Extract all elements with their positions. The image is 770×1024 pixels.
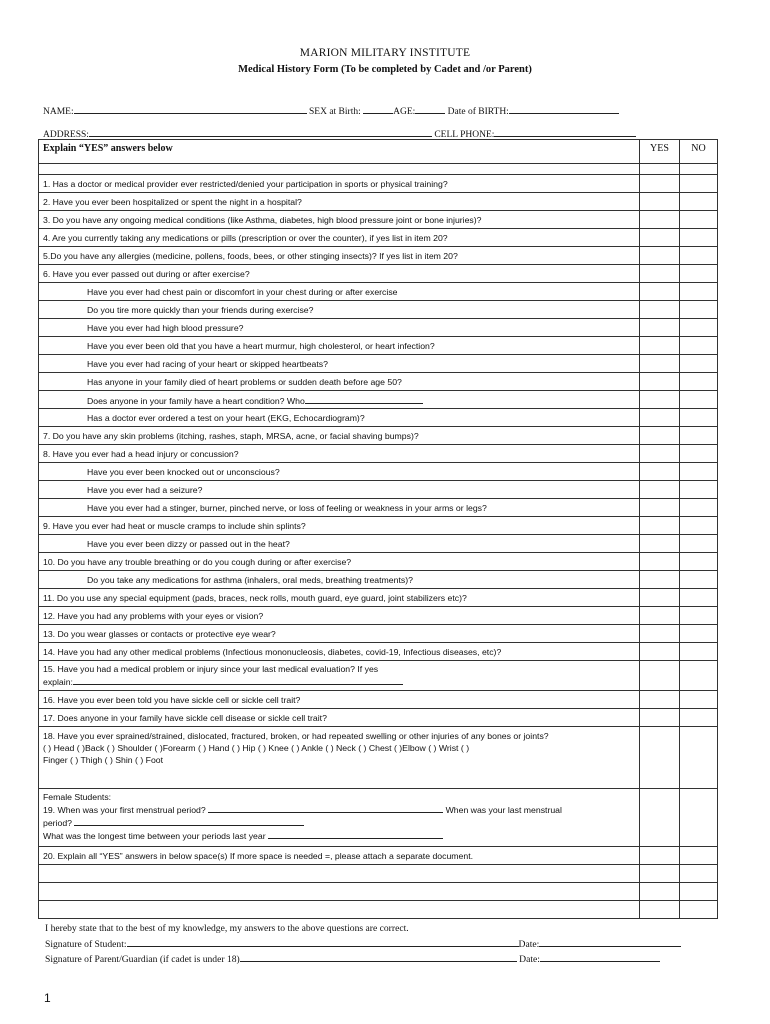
question-6d: Have you ever been old that you have a heart murmur, high cholesterol, or heart infection?: [39, 337, 640, 355]
no-box[interactable]: [680, 535, 718, 553]
yes-box[interactable]: [640, 625, 680, 643]
no-box[interactable]: [680, 409, 718, 427]
question-6b: Do you tire more quickly than your friends during exercise?: [39, 301, 640, 319]
spacer-cell: [39, 164, 640, 175]
no-box[interactable]: [680, 193, 718, 211]
no-box[interactable]: [680, 175, 718, 193]
yes-box[interactable]: [640, 463, 680, 481]
yes-box[interactable]: [640, 499, 680, 517]
medical-history-table: [38, 139, 718, 919]
no-box[interactable]: [680, 337, 718, 355]
yes-box[interactable]: [640, 391, 680, 409]
body-part-options[interactable]: ( ) Head ( )Back ( ) Shoulder ( )Forearm ( ) Hand ( ) Hip ( ) Knee ( ) Ankle ( ) Neck ( ) Chest ( )Elbow ( ) Wrist ( ): [43, 743, 470, 753]
yes-box[interactable]: [640, 193, 680, 211]
parent-date-field[interactable]: [540, 952, 660, 962]
form-subtitle: Medical History Form (To be completed by Cadet and /or Parent): [238, 64, 532, 75]
question-6f: Has anyone in your family died of heart problems or sudden death before age 50?: [39, 373, 640, 391]
no-box[interactable]: [680, 427, 718, 445]
explain-label: explain:: [43, 677, 73, 687]
sex-label: SEX at Birth:: [309, 107, 364, 117]
address-label: ADDRESS:: [43, 130, 89, 140]
student-date-field[interactable]: [539, 937, 681, 947]
yes-box[interactable]: [640, 789, 680, 847]
period-label: period?: [43, 818, 72, 828]
no-box[interactable]: [680, 463, 718, 481]
question-6a: Have you ever had chest pain or discomfort in your chest during or after exercise: [39, 283, 640, 301]
question-6: 6. Have you ever passed out during or after exercise?: [39, 265, 640, 283]
question-4: 4. Are you currently taking any medications or pills (prescription or over the counter), if yes list in item 20?: [39, 229, 640, 247]
page-number: 1: [44, 991, 51, 1005]
yes-box[interactable]: [640, 517, 680, 535]
no-box[interactable]: [680, 571, 718, 589]
question-18: [39, 727, 640, 789]
cell-field[interactable]: [494, 127, 636, 137]
no-box[interactable]: [680, 319, 718, 337]
no-box[interactable]: [680, 789, 718, 847]
question-14: 14. Have you had any other medical problems (Infectious mononucleosis, diabetes, covid-19, Infectious diseases, etc)?: [39, 643, 640, 661]
no-box[interactable]: [680, 265, 718, 283]
yes-box[interactable]: [640, 607, 680, 625]
no-box[interactable]: [680, 847, 718, 865]
question-10a: Do you take any medications for asthma (inhalers, oral meds, breathing treatments)?: [39, 571, 640, 589]
who-field[interactable]: [305, 394, 423, 404]
question-8: 8. Have you ever had a head injury or concussion?: [39, 445, 640, 463]
no-box[interactable]: [680, 517, 718, 535]
yes-box[interactable]: [640, 229, 680, 247]
yes-box[interactable]: [640, 709, 680, 727]
yes-box[interactable]: [640, 265, 680, 283]
question-6e: Have you ever had racing of your heart or skipped heartbeats?: [39, 355, 640, 373]
cell-label: CELL PHONE:: [434, 130, 495, 140]
yes-box[interactable]: [640, 409, 680, 427]
yes-box[interactable]: [640, 337, 680, 355]
no-box[interactable]: [680, 355, 718, 373]
no-box[interactable]: [680, 373, 718, 391]
dob-field[interactable]: [509, 104, 619, 114]
yes-box[interactable]: [640, 643, 680, 661]
question-10: 10. Do you have any trouble breathing or do you cough during or after exercise?: [39, 553, 640, 571]
no-box[interactable]: [680, 553, 718, 571]
yes-box[interactable]: [640, 355, 680, 373]
no-box[interactable]: [680, 481, 718, 499]
question-11: 11. Do you use any special equipment (pads, braces, neck rolls, mouth guard, eye guard, joint stabilizers etc)?: [39, 589, 640, 607]
age-field[interactable]: [415, 104, 445, 114]
no-box[interactable]: [680, 247, 718, 265]
yes-box[interactable]: [640, 319, 680, 337]
yes-header: YES: [640, 140, 680, 164]
student-date-label: Date:: [518, 939, 540, 950]
statement: I hereby state that to the best of my knowledge, my answers to the above questions are correct.: [45, 923, 409, 934]
female-students-title: Female Students:: [43, 792, 112, 802]
age-label: AGE:: [393, 107, 416, 117]
question-8b: Have you ever had a seizure?: [39, 481, 640, 499]
question-5: 5.Do you have any allergies (medicine, pollens, foods, bees, or other stinging insects)? If yes list in item 20?: [39, 247, 640, 265]
parent-signature-label: Signature of Parent/Guardian (if cadet is under 18): [45, 954, 240, 965]
explain-field[interactable]: [73, 675, 403, 685]
table-title: Explain “YES” answers below: [39, 140, 640, 164]
no-box[interactable]: [680, 211, 718, 229]
no-box[interactable]: [680, 301, 718, 319]
yes-box[interactable]: [640, 847, 680, 865]
question-8c: Have you ever had a stinger, burner, pinched nerve, or loss of feeling or weakness in your arms or legs?: [39, 499, 640, 517]
question-6c: Have you ever had high blood pressure?: [39, 319, 640, 337]
question-2: 2. Have you ever been hospitalized or spent the night in a hospital?: [39, 193, 640, 211]
yes-box[interactable]: [640, 727, 680, 789]
question-15: [39, 661, 640, 691]
explain-row[interactable]: [39, 865, 640, 883]
no-box[interactable]: [680, 691, 718, 709]
question-20: 20. Explain all “YES” answers in below space(s) If more space is needed =, please attach a separate document.: [39, 847, 640, 865]
yes-box[interactable]: [640, 661, 680, 691]
yes-box[interactable]: [640, 691, 680, 709]
no-box[interactable]: [680, 445, 718, 463]
no-box[interactable]: [680, 283, 718, 301]
question-12: 12. Have you had any problems with your eyes or vision?: [39, 607, 640, 625]
question-3: 3. Do you have any ongoing medical conditions (like Asthma, diabetes, high blood pressure joint or bone injuries)?: [39, 211, 640, 229]
question-6g: [39, 391, 640, 409]
no-box[interactable]: [680, 727, 718, 789]
name-field[interactable]: [74, 104, 307, 114]
no-box[interactable]: [680, 589, 718, 607]
dob-label: Date of BIRTH:: [447, 107, 509, 117]
no-box[interactable]: [680, 229, 718, 247]
longest-time-label: What was the longest time between your periods last year: [43, 831, 266, 841]
question-6h: Has a doctor ever ordered a test on your heart (EKG, Echocardiogram)?: [39, 409, 640, 427]
yes-box[interactable]: [640, 247, 680, 265]
question-15-text: 15. Have you had a medical problem or injury since your last medical evaluation? If yes: [43, 664, 379, 674]
no-box[interactable]: [680, 661, 718, 691]
yes-box[interactable]: [640, 445, 680, 463]
last-period-label: When was your last menstrual: [445, 805, 562, 815]
question-9a: Have you ever been dizzy or passed out in the heat?: [39, 535, 640, 553]
explain-row[interactable]: [39, 901, 640, 919]
yes-box[interactable]: [640, 373, 680, 391]
yes-box[interactable]: [640, 481, 680, 499]
personal-info-row-1: [43, 104, 619, 117]
yes-box[interactable]: [640, 301, 680, 319]
last-period-field[interactable]: [74, 816, 304, 826]
question-8a: Have you ever been knocked out or unconscious?: [39, 463, 640, 481]
question-18-text: 18. Have you ever sprained/strained, dislocated, fractured, broken, or had repeated swelling or other injuries of any bones or joints?: [43, 731, 549, 741]
yes-box[interactable]: [640, 427, 680, 445]
question-13: 13. Do you wear glasses or contacts or protective eye wear?: [39, 625, 640, 643]
female-students-section: [39, 789, 640, 847]
first-period-field[interactable]: [208, 803, 443, 813]
question-9: 9. Have you ever had heat or muscle cramps to include shin splints?: [39, 517, 640, 535]
question-1: 1. Has a doctor or medical provider ever restricted/denied your participation in sports or physical training?: [39, 175, 640, 193]
no-box[interactable]: [680, 607, 718, 625]
no-box[interactable]: [680, 643, 718, 661]
no-box[interactable]: [680, 499, 718, 517]
yes-box[interactable]: [640, 571, 680, 589]
yes-box[interactable]: [640, 175, 680, 193]
question-16: 16. Have you ever been told you have sickle cell or sickle cell trait?: [39, 691, 640, 709]
question-19-text: 19. When was your first menstrual period?: [43, 805, 206, 815]
student-signature-row: [45, 937, 681, 950]
student-signature-field[interactable]: [127, 937, 519, 947]
yes-box[interactable]: [640, 553, 680, 571]
yes-box[interactable]: [640, 211, 680, 229]
body-part-options-2[interactable]: Finger ( ) Thigh ( ) Shin ( ) Foot: [43, 755, 164, 765]
question-7: 7. Do you have any skin problems (itching, rashes, staph, MRSA, acne, or facial shaving bumps)?: [39, 427, 640, 445]
address-field[interactable]: [89, 127, 432, 137]
parent-date-label: Date:: [519, 954, 540, 965]
name-label: NAME:: [43, 107, 74, 117]
yes-box[interactable]: [640, 283, 680, 301]
no-header: NO: [680, 140, 718, 164]
no-box[interactable]: [680, 625, 718, 643]
longest-time-field[interactable]: [268, 829, 443, 839]
yes-box[interactable]: [640, 589, 680, 607]
explain-row[interactable]: [39, 883, 640, 901]
no-box[interactable]: [680, 391, 718, 409]
parent-signature-row: [45, 952, 660, 965]
no-box[interactable]: [680, 709, 718, 727]
institute-name: MARION MILITARY INSTITUTE: [299, 47, 471, 59]
parent-signature-field[interactable]: [240, 952, 517, 962]
student-signature-label: Signature of Student:: [45, 939, 127, 950]
question-17: 17. Does anyone in your family have sickle cell disease or sickle cell trait?: [39, 709, 640, 727]
question-6g-text: Does anyone in your family have a heart condition? Who: [87, 395, 305, 406]
yes-box[interactable]: [640, 535, 680, 553]
sex-field[interactable]: [363, 104, 393, 114]
